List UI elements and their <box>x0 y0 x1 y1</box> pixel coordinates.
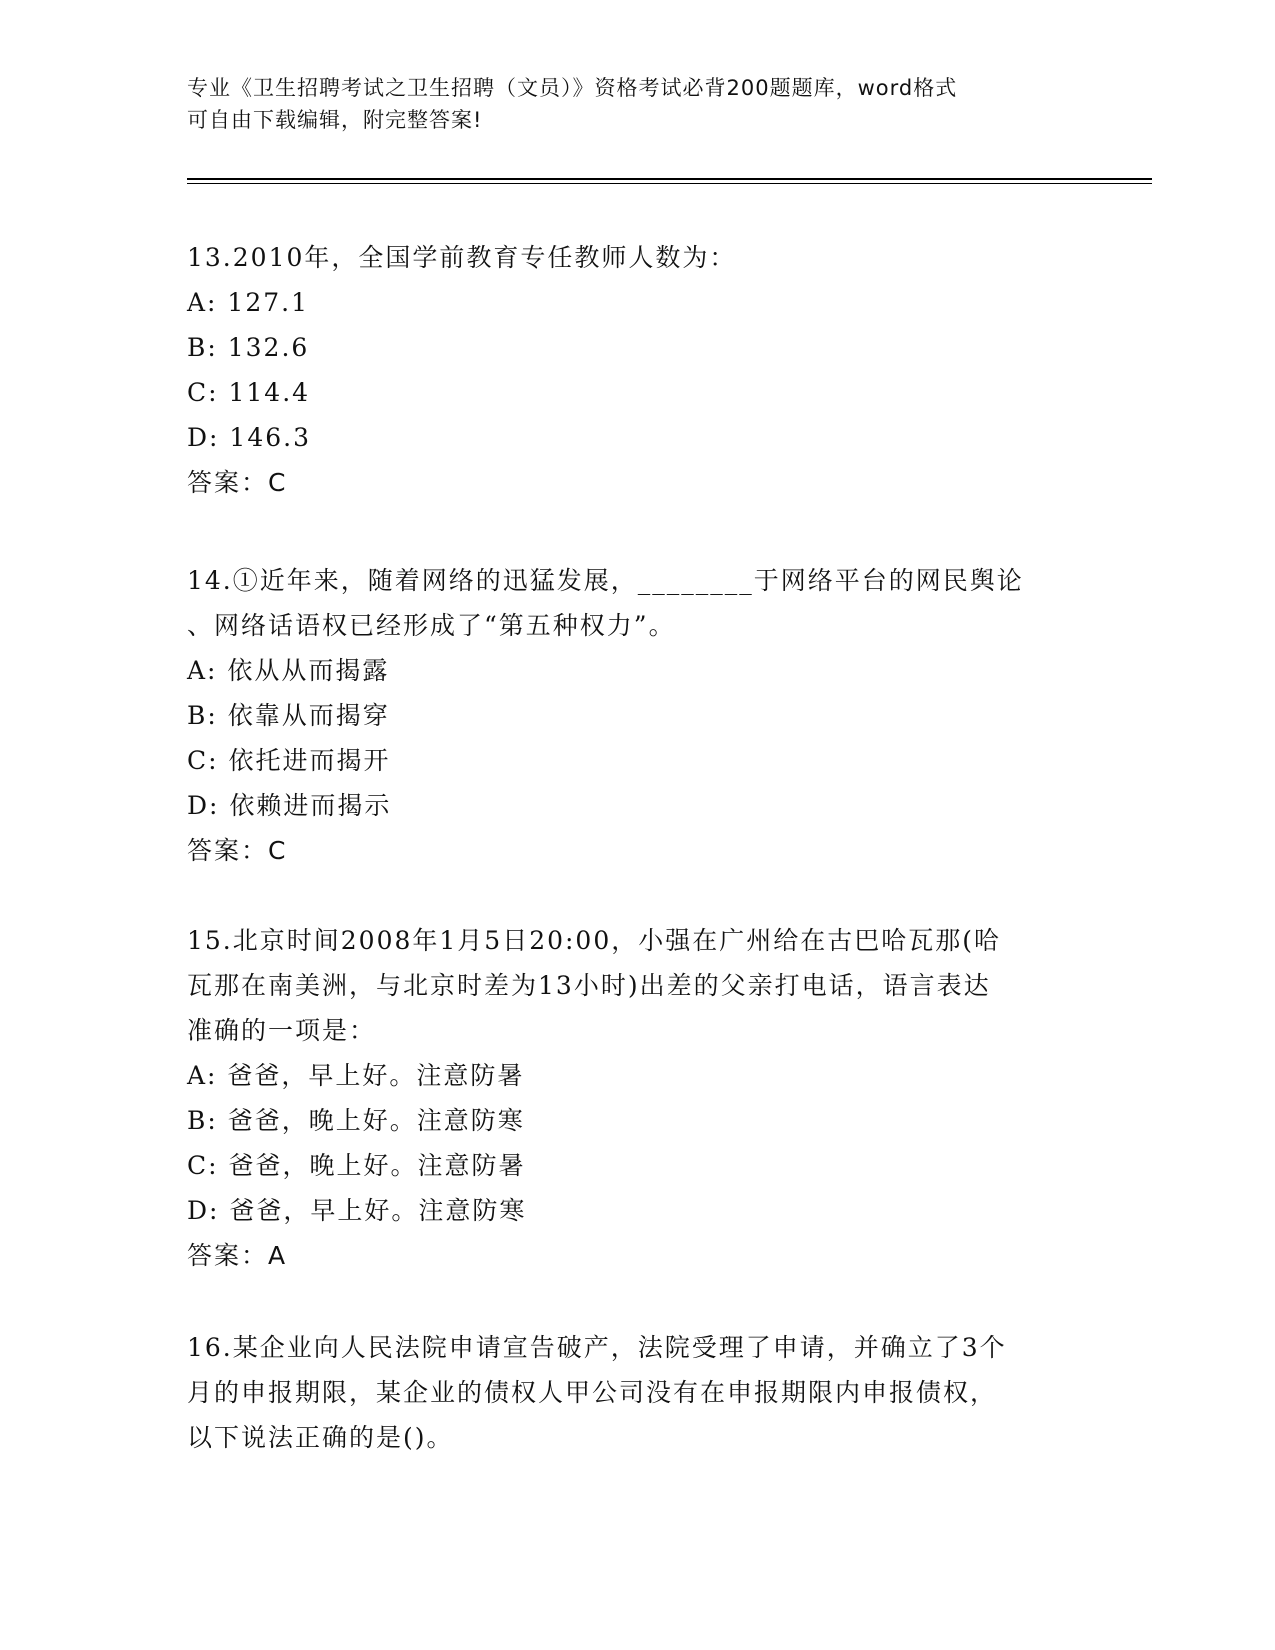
option-a: A: 127.1 <box>187 288 309 317</box>
question-text-line-1: 16.某企业向人民法院申请宣告破产，法院受理了申请，并确立了3个 <box>187 1333 1007 1362</box>
document-header <box>187 72 1087 136</box>
option-d: D: 爸爸，早上好。注意防寒 <box>187 1196 527 1225</box>
question-text: 13.2010年，全国学前教育专任教师人数为： <box>187 243 737 272</box>
header-line-1: 专业《卫生招聘考试之卫生招聘（文员）》资格考试必背200题题库，word格式 <box>187 76 958 100</box>
answer: 答案：A <box>187 1241 288 1270</box>
question-text-line-3: 以下说法正确的是()。 <box>187 1423 454 1452</box>
header-line-2: 可自由下载编辑，附完整答案! <box>187 108 483 132</box>
question-text-line-2: 月的申报期限，某企业的债权人甲公司没有在申报期限内申报债权， <box>187 1378 998 1407</box>
question-text-line-2: 瓦那在南美洲，与北京时差为13小时)出差的父亲打电话，语言表达 <box>187 971 991 1000</box>
question-13 <box>187 235 1087 505</box>
question-16 <box>187 1325 1087 1460</box>
option-b: B: 爸爸，晚上好。注意防寒 <box>187 1106 525 1135</box>
option-c: C: 爸爸，晚上好。注意防暑 <box>187 1151 526 1180</box>
question-text-line-3: 准确的一项是： <box>187 1016 377 1045</box>
question-14 <box>187 558 1087 873</box>
option-b: B: 依靠从而揭穿 <box>187 701 390 730</box>
option-c: C: 依托进而揭开 <box>187 746 391 775</box>
answer: 答案：C <box>187 836 288 865</box>
header-divider <box>187 178 1152 180</box>
answer: 答案：C <box>187 468 288 497</box>
header-divider-thin <box>187 183 1152 184</box>
option-a: A: 爸爸，早上好。注意防暑 <box>187 1061 525 1090</box>
question-text-line-2: 、网络话语权已经形成了“第五种权力”。 <box>187 611 676 640</box>
option-a: A: 依从从而揭露 <box>187 656 390 685</box>
question-text-line-1: 15.北京时间2008年1月5日20:00，小强在广州给在古巴哈瓦那(哈 <box>187 926 1001 955</box>
question-text-line-1: 14.①近年来，随着网络的迅猛发展，________于网络平台的网民舆论 <box>187 566 1024 595</box>
option-b: B: 132.6 <box>187 333 310 362</box>
option-d: D: 依赖进而揭示 <box>187 791 392 820</box>
option-c: C: 114.4 <box>187 378 311 407</box>
option-d: D: 146.3 <box>187 423 311 452</box>
question-15 <box>187 918 1087 1278</box>
